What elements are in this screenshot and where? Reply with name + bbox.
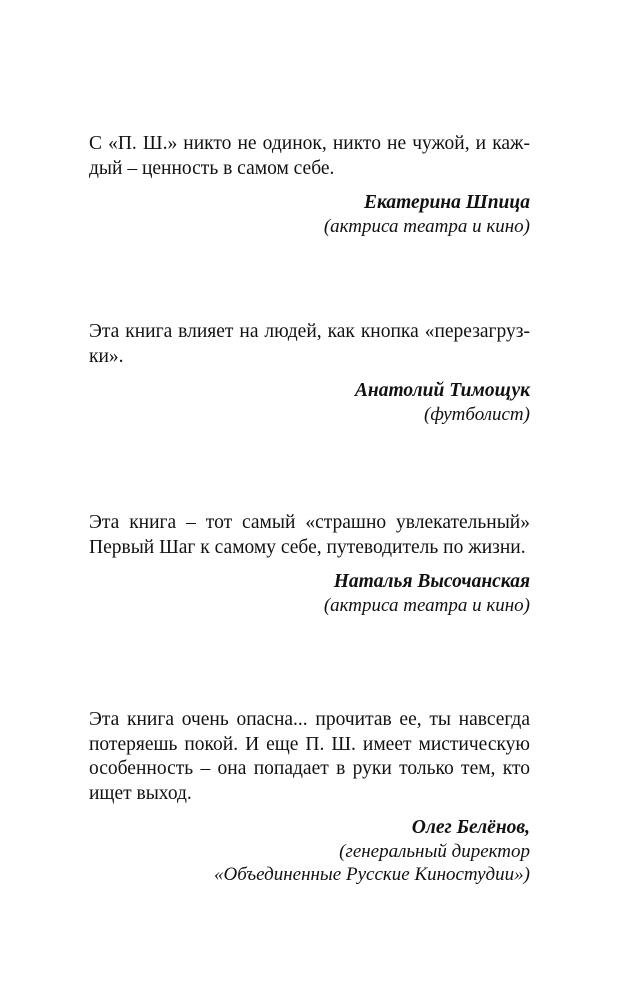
quote-line: Эта книга влияет на людей, как кнопка «перезагруз- xyxy=(89,321,530,342)
attribution xyxy=(89,379,530,426)
quote-text xyxy=(89,708,530,806)
quote-author: Анатолий Тимощук xyxy=(354,380,530,401)
quote-line: Эта книга очень опасна... прочитав ее, ты навсегда xyxy=(89,709,530,730)
quote-author-role: (актриса театра и кино) xyxy=(323,216,530,237)
quote-text xyxy=(89,132,530,181)
attribution xyxy=(89,570,530,617)
quote-text xyxy=(89,511,530,560)
quote-author-role: «Объединенные Русские Киностудии») xyxy=(213,864,530,885)
quote-line: ищет выход. xyxy=(89,782,192,804)
quote-block-3 xyxy=(89,511,530,617)
attribution xyxy=(89,816,530,886)
quote-block-1 xyxy=(89,132,530,238)
quote-line: С «П. Ш.» никто не одинок, никто не чужой, и каж- xyxy=(89,133,530,154)
quote-author-role: (генеральный директор xyxy=(339,841,530,862)
quote-block-4 xyxy=(89,708,530,886)
quote-block-2 xyxy=(89,320,530,426)
attribution xyxy=(89,191,530,238)
quote-line: ки». xyxy=(89,345,124,367)
quote-text xyxy=(89,320,530,369)
quote-line: Эта книга – тот самый «страшно увлекательный» xyxy=(89,512,530,533)
quote-author: Наталья Высочанская xyxy=(333,571,530,592)
quote-author-role: (футболист) xyxy=(424,404,530,425)
quote-author-role: (актриса театра и кино) xyxy=(323,595,530,616)
quote-line: дый – ценность в самом себе. xyxy=(89,157,335,179)
quote-line: потеряешь покой. И еще П. Ш. имеет мистическую xyxy=(89,733,530,755)
quote-line: Первый Шаг к самому себе, путеводитель по жизни. xyxy=(89,536,526,558)
quote-author: Олег Белёнов, xyxy=(411,817,530,838)
quote-author: Екатерина Шпица xyxy=(363,192,530,213)
quote-line: особенность – она попадает в руки только тем, кто xyxy=(89,758,530,779)
